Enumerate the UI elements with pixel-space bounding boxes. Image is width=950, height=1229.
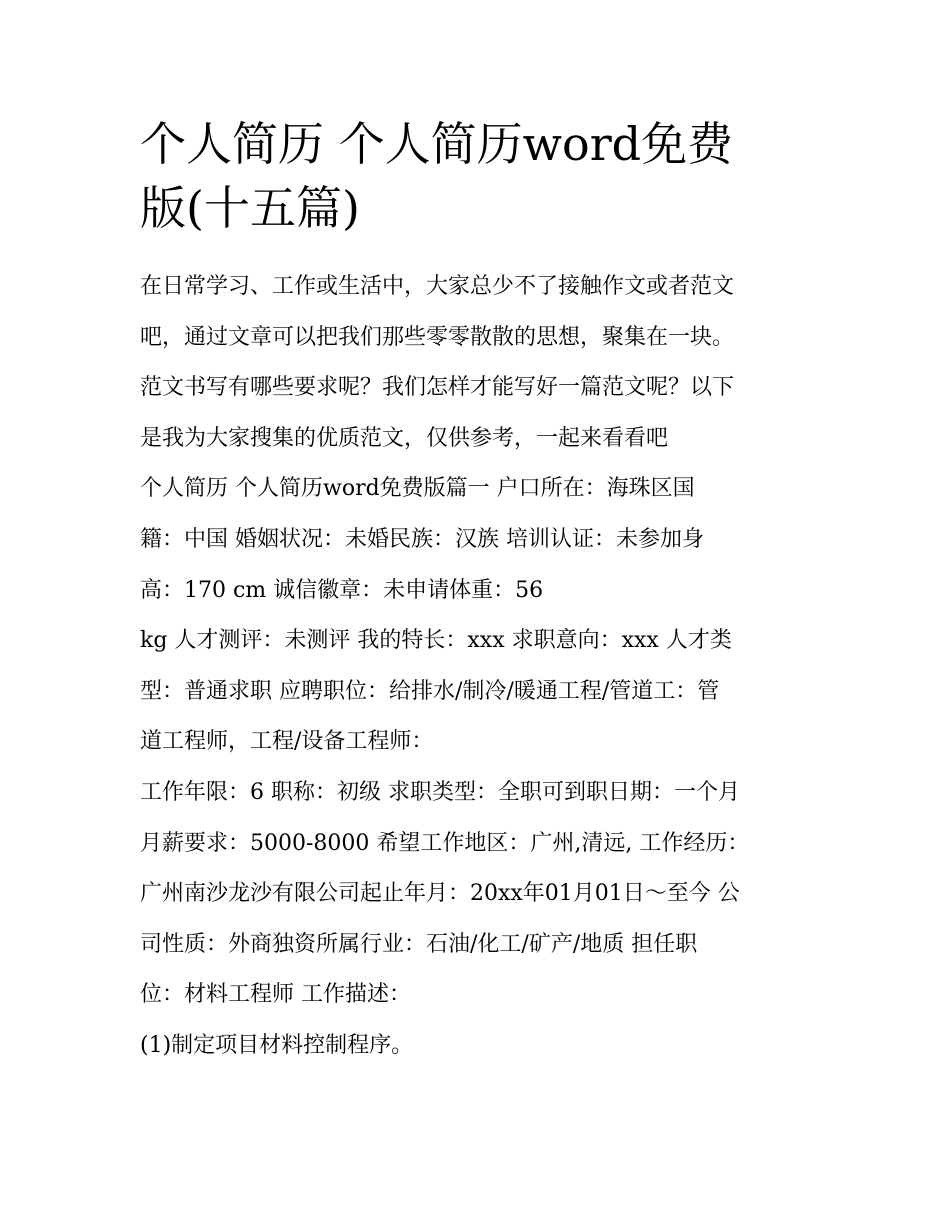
title-line: 版(十五篇) — [140, 181, 360, 235]
body-line: (1)制定项目材料控制程序。 — [140, 1032, 414, 1058]
body-line: 范文书写有哪些要求呢？我们怎样才能写好一篇范文呢？以下 — [140, 375, 735, 401]
body-line: 广州南沙龙沙有限公司起止年月：20xx年01月01日～至今 公 — [140, 881, 740, 907]
document-body — [140, 262, 820, 1072]
body-line: 月薪要求：5000-8000 希望工作地区：广州,清远, 工作经历： — [140, 830, 750, 856]
body-line: kg 人才测评：未测评 我的特长：xxx 求职意向：xxx 人才类 — [140, 628, 732, 654]
body-line: 个人简历 个人简历word免费版篇一 户口所在：海珠区国 — [140, 476, 695, 502]
body-line: 高：170 cm 诚信徽章：未申请体重：56 — [140, 577, 544, 603]
body-line: 是我为大家搜集的优质范文，仅供参考，一起来看看吧 — [140, 425, 669, 451]
body-line: 型：普通求职 应聘职位：给排水/制冷/暖通工程/管道工：管 — [140, 678, 720, 704]
body-line: 道工程师，工程/设备工程师： — [140, 729, 434, 755]
document-content — [140, 112, 820, 1072]
body-line: 司性质：外商独资所属行业：石油/化工/矿产/地质 担任职 — [140, 931, 698, 957]
body-line: 吧，通过文章可以把我们那些零零散散的思想，聚集在一块。 — [140, 324, 735, 350]
body-line: 位：材料工程师 工作描述： — [140, 982, 411, 1008]
document-title — [140, 112, 820, 240]
title-line: 个人简历 个人简历word免费 — [140, 117, 734, 171]
body-line: 籍：中国 婚姻状况：未婚民族：汉族 培训认证：未参加身 — [140, 526, 704, 552]
body-line: 工作年限：6 职称：初级 求职类型：全职可到职日期：一个月 — [140, 779, 740, 805]
body-line: 在日常学习、工作或生活中，大家总少不了接触作文或者范文 — [140, 274, 735, 299]
